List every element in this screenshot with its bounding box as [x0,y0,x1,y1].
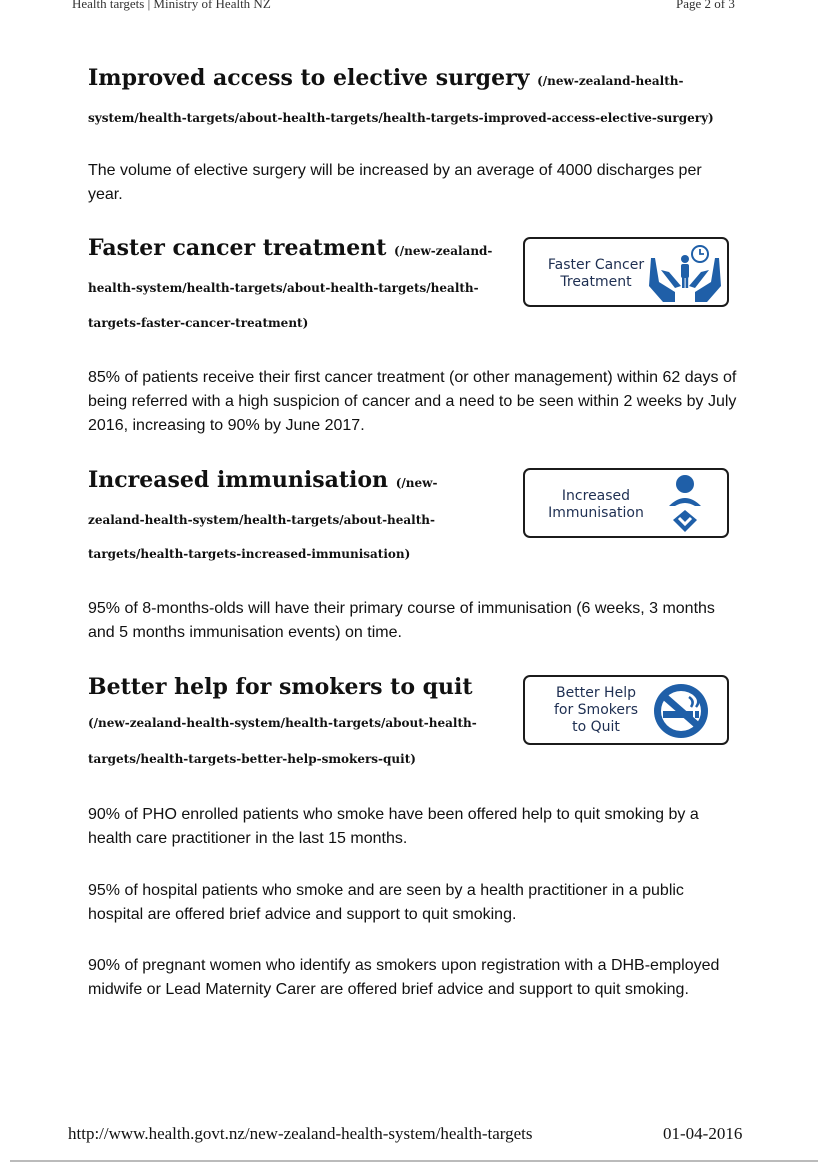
paragraph: 90% of pregnant women who identify as smokers upon registration with a DHB-employed midwife or Lead Maternity Carer are offered brief advice and support to quit smoking. [88,957,720,998]
heading-text: Faster cancer treatment [88,235,387,261]
hands-care-icon [645,242,725,304]
heading-elective-surgery [88,63,683,96]
heading-link[interactable]: (/new-zealand- [394,244,493,258]
heading-link-continued[interactable]: targets/health-targets-better-help-smokers-quit) [88,752,416,766]
badge-label: Increased Immunisation [548,488,644,521]
no-smoking-icon [649,679,713,743]
heading-link-continued[interactable]: system/health-targets/about-health-targets/health-targets-improved-access-elective-surgery) [88,111,714,125]
print-header-title: Health targets | Ministry of Health NZ [72,0,271,11]
heading-link-continued[interactable]: health-system/health-targets/about-health-targets/health- [88,281,479,295]
paragraph: The volume of elective surgery will be increased by an average of 4000 discharges per year. [88,162,702,203]
heading-link-continued[interactable]: zealand-health-system/health-targets/about-health- [88,513,435,527]
heading-link[interactable]: (/new- [395,476,438,490]
heading-text: Increased immunisation [88,467,389,493]
heading-link-continued[interactable]: targets/health-targets-increased-immunisation) [88,547,411,561]
badge-smokers [523,675,729,745]
badge-faster-cancer [523,237,729,307]
paragraph: 95% of hospital patients who smoke and are seen by a health practitioner in a public hospital are offered brief advice and support to quit smoking. [88,882,684,923]
baby-icon [657,472,713,536]
heading-smokers [88,672,473,702]
heading-faster-cancer [88,233,492,266]
heading-text: Better help for smokers to quit [88,674,473,700]
heading-immunisation [88,465,437,498]
print-header-page: Page 2 of 3 [676,0,735,11]
footer-url[interactable]: http://www.health.govt.nz/new-zealand-health-system/health-targets [68,1124,533,1143]
paragraph: 95% of 8-months-olds will have their primary course of immunisation (6 weeks, 3 months and 5 months immunisation events) on time. [88,600,715,641]
badge-label: Faster Cancer Treatment [547,257,645,290]
heading-link[interactable]: (/new-zealand-health- [537,74,684,88]
bottom-rule [10,1160,818,1162]
heading-text: Improved access to elective surgery [88,65,530,91]
heading-link[interactable]: (/new-zealand-health-system/health-targets/about-health- [88,716,477,730]
paragraph: 90% of PHO enrolled patients who smoke have been offered help to quit smoking by a health care practitioner in the last 15 months. [88,806,699,847]
heading-link-continued[interactable]: targets-faster-cancer-treatment) [88,316,309,330]
paragraph: 85% of patients receive their first cancer treatment (or other management) within 62 days of being referred with a high suspicion of cancer and a need to be seen within 2 weeks by July 2016, increasing to 90% by June 2017. [88,369,737,434]
footer-date: 01-04-2016 [663,1124,743,1143]
badge-label: Better Help for Smokers to Quit [553,685,639,735]
badge-immunisation [523,468,729,538]
